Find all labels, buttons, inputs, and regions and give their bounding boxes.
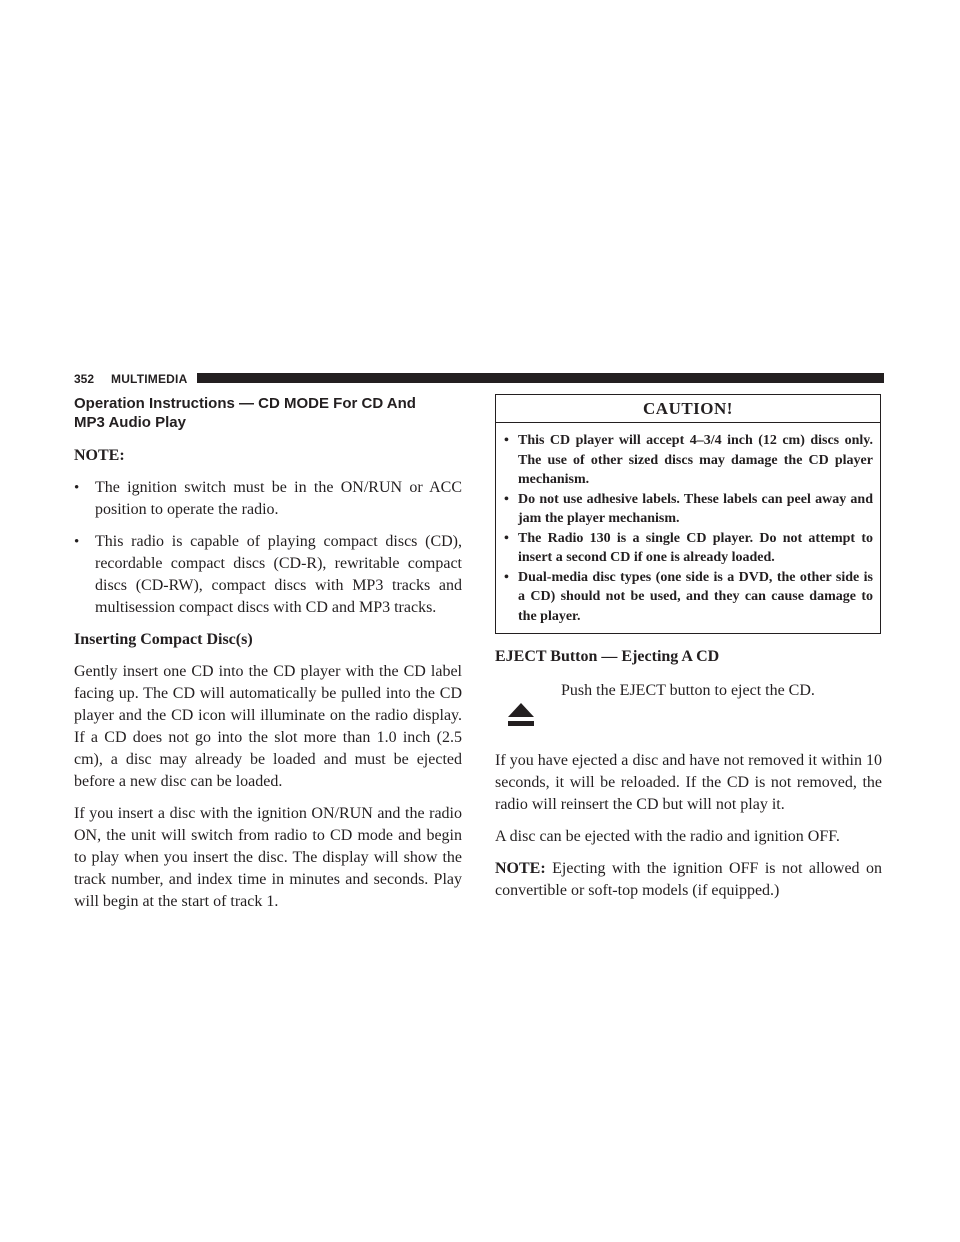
page-number: 352	[74, 372, 95, 386]
section-heading: Operation Instructions — CD MODE For CD And MP3 Audio Play	[74, 395, 416, 431]
eject-instruction	[495, 668, 882, 742]
note-label: NOTE:	[495, 860, 546, 877]
caution-item	[504, 490, 873, 529]
caution-text: The Radio 130 is a single CD player. Do not attempt to insert a second CD if one is already loaded.	[518, 530, 873, 565]
bullet-icon: •	[504, 491, 509, 507]
subheading: Inserting Compact Disc(s)	[74, 631, 253, 648]
caution-item	[504, 568, 873, 627]
caution-text: This CD player will accept 4–3/4 inch (12 cm) discs only. The use of other sized discs may damage the CD player mechanism.	[518, 433, 873, 487]
bullet-text: This radio is capable of playing compact discs (CD), recordable compact discs (CD-R), rewritable compact discs (CD-RW), compact discs with MP3 tracks and multisession compact discs with CD and MP3 tracks.	[95, 533, 462, 616]
caution-item	[504, 529, 873, 568]
header-rule	[197, 373, 884, 383]
caution-text: Do not use adhesive labels. These labels can peel away and jam the player mechanism.	[518, 491, 873, 526]
list-item	[74, 477, 462, 521]
caution-box	[495, 394, 881, 634]
caution-item	[504, 431, 873, 490]
bullet-icon: •	[504, 569, 509, 585]
caution-body	[496, 423, 880, 633]
paragraph: Gently insert one CD into the CD player with the CD label facing up. The CD will automatically be pulled into the CD player and the CD icon will illuminate on the radio display. If a CD does not go into the slot more than 1.0 inch (2.5 cm), a disc may already be loaded and must be ejected before a new disc can be loaded.	[74, 663, 462, 790]
bullet-icon: •	[74, 534, 80, 550]
bullet-icon: •	[504, 433, 509, 448]
paragraph: A disc can be ejected with the radio and ignition OFF.	[495, 828, 840, 845]
eject-heading: EJECT Button — Ejecting A CD	[495, 648, 720, 665]
right-column	[495, 394, 882, 902]
section-title: MULTIMEDIA	[111, 372, 188, 386]
paragraph: If you insert a disc with the ignition ON/RUN and the radio ON, the unit will switch from radio to CD mode and begin to play when you insert the disc. The display will show the track number, and index time in minutes and seconds. Play will begin at the start of track 1.	[74, 805, 462, 910]
note-label: NOTE:	[74, 447, 125, 464]
caution-title: CAUTION!	[496, 395, 880, 423]
note-text: Ejecting with the ignition OFF is not allowed on convertible or soft-top models (if equipped.)	[495, 860, 882, 899]
eject-text: Push the EJECT button to eject the CD.	[561, 682, 815, 699]
bullet-icon: •	[74, 480, 80, 496]
caution-text: Dual-media disc types (one side is a DVD, the other side is a CD) should not be used, and they can cause damage to the player.	[518, 569, 873, 624]
bullet-text: The ignition switch must be in the ON/RUN or ACC position to operate the radio.	[95, 479, 462, 518]
paragraph: If you have ejected a disc and have not removed it within 10 seconds, it will be reloaded. If the CD is not removed, the radio will reinsert the CD but will not play it.	[495, 752, 882, 813]
page-header	[74, 369, 884, 389]
note-paragraph	[495, 858, 882, 902]
eject-icon	[507, 702, 535, 728]
left-column	[74, 394, 462, 913]
list-item	[74, 531, 462, 619]
bullet-icon: •	[504, 530, 509, 546]
